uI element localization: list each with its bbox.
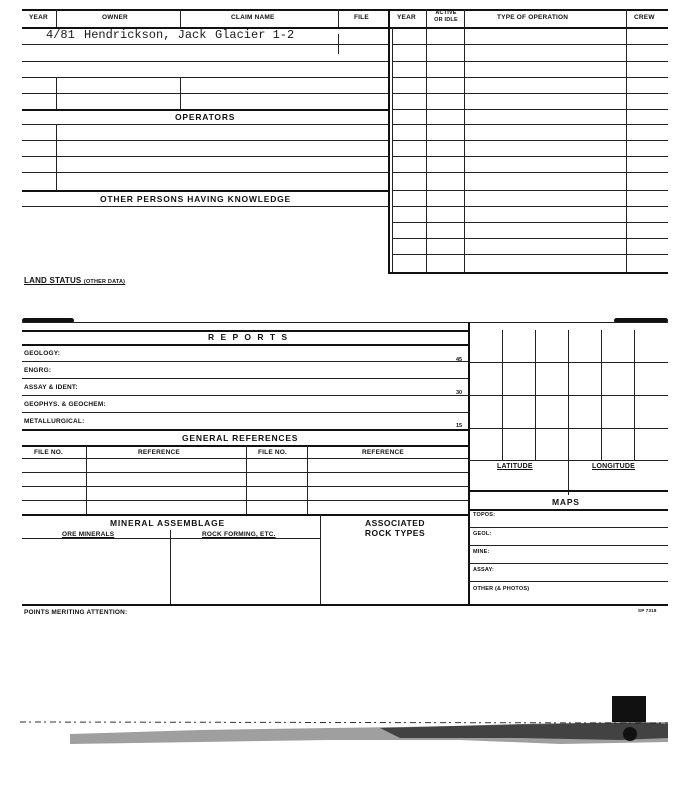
references-bottom — [22, 514, 468, 516]
reports-top-line — [22, 322, 668, 323]
mineral-header-line — [22, 538, 320, 539]
other-persons-title: OTHER PERSONS HAVING KNOWLEDGE — [100, 194, 292, 204]
header-divider — [626, 9, 627, 27]
associated-rock-types-1: ASSOCIATED — [364, 518, 426, 528]
owner-column-line — [56, 77, 57, 109]
owner-row-line — [22, 77, 388, 78]
report-line — [22, 361, 468, 362]
maps-top — [468, 490, 668, 492]
ref-file-no-2: FILE NO. — [258, 449, 288, 456]
reports-header-bottom — [22, 344, 468, 346]
map-geol: GEOL: — [473, 531, 492, 537]
rock-forming-label: ROCK FORMING, ETC. — [202, 531, 276, 538]
owner-column-line — [180, 77, 181, 109]
references-header-bottom — [22, 458, 468, 459]
operators-block-bottom — [22, 190, 388, 192]
header-year: YEAR — [29, 14, 48, 21]
grid-row — [468, 428, 668, 429]
land-status-title: LAND STATUS — [24, 276, 82, 285]
header-active-idle-2: OR IDLE — [434, 17, 458, 23]
references-header-top — [22, 445, 468, 447]
scan-noise — [0, 690, 678, 770]
report-engrg: ENGRG: — [24, 367, 52, 374]
form-number: SP 7318 — [638, 608, 657, 613]
grid-col — [568, 330, 569, 495]
center-double-line — [388, 9, 390, 273]
header-claim-name: CLAIM NAME — [231, 14, 275, 21]
owner-column-line — [338, 34, 339, 54]
entry-claim: Glacier 1-2 — [215, 28, 295, 42]
header-owner: OWNER — [102, 14, 128, 21]
longitude-label: LONGITUDE — [592, 463, 636, 470]
land-status-label — [24, 276, 125, 285]
header-crew: CREW — [634, 14, 655, 21]
header-divider — [338, 9, 339, 27]
header-active-idle-1: ACTIVE — [435, 10, 457, 16]
maps-header-bottom — [468, 509, 668, 511]
owner-block-bottom — [22, 109, 388, 111]
header-divider — [180, 9, 181, 27]
ops-column-line — [464, 27, 465, 273]
other-persons-header-line — [22, 206, 388, 207]
maps-row-line — [468, 545, 668, 546]
header-divider — [426, 9, 427, 27]
references-column-line — [86, 445, 87, 514]
header-file: FILE — [354, 14, 369, 21]
ref-reference-1: REFERENCE — [138, 449, 180, 456]
form-bottom — [22, 604, 668, 606]
map-mine: MINE: — [473, 549, 490, 555]
entry-date: 4/81 — [46, 28, 75, 42]
references-column-line — [246, 445, 247, 514]
land-status-sub: (OTHER DATA) — [83, 279, 126, 285]
scan-blot — [623, 727, 637, 741]
references-row-line — [22, 472, 468, 473]
report-geology: GEOLOGY: — [24, 350, 61, 357]
ops-column-line — [426, 27, 427, 273]
grid-row — [468, 362, 668, 363]
owner-row-line — [22, 61, 388, 62]
maps-row-line — [468, 527, 668, 528]
map-topos: TOPOS: — [473, 512, 496, 518]
grid-number-15: 15 — [456, 423, 463, 429]
latitude-label: LATITUDE — [497, 463, 533, 470]
report-geophys: GEOPHYS. & GEOCHEM: — [24, 401, 106, 408]
ref-reference-2: REFERENCE — [362, 449, 404, 456]
operators-row-line — [22, 172, 388, 173]
report-line — [22, 395, 468, 396]
mineral-column-line — [170, 530, 171, 604]
grid-outer-left — [468, 322, 470, 604]
points-meriting-attention: POINTS MERITING ATTENTION: — [24, 609, 128, 616]
mineral-assemblage-title: MINERAL ASSEMBLAGE — [110, 518, 225, 528]
grid-number-45: 45 — [456, 357, 463, 363]
general-references-title: GENERAL REFERENCES — [182, 433, 299, 443]
scan-dark-block — [612, 696, 646, 722]
report-line — [22, 412, 468, 413]
top-border — [22, 9, 668, 11]
reports-bottom — [22, 429, 468, 431]
grid-number-30: 30 — [456, 390, 463, 396]
ops-column-line — [626, 27, 627, 273]
report-assay: ASSAY & IDENT: — [24, 384, 78, 391]
header-divider — [464, 9, 465, 27]
map-other: OTHER (& PHOTOS) — [473, 586, 530, 592]
header-divider — [56, 9, 57, 27]
maps-row-line — [468, 563, 668, 564]
operators-header-line — [22, 124, 388, 125]
owner-row-line — [22, 93, 388, 94]
operators-row-line — [22, 140, 388, 141]
maps-title: MAPS — [552, 497, 580, 507]
references-row-line — [22, 500, 468, 501]
references-row-line — [22, 486, 468, 487]
map-assay: ASSAY: — [473, 567, 495, 573]
scan-line — [20, 722, 668, 723]
reports-title: R E P O R T S — [208, 332, 290, 342]
mineral-column-line — [320, 514, 321, 604]
header-year-2: YEAR — [397, 14, 416, 21]
ref-file-no-1: FILE NO. — [34, 449, 64, 456]
report-line — [22, 378, 468, 379]
associated-rock-types-2: ROCK TYPES — [364, 528, 426, 538]
references-column-line — [307, 445, 308, 514]
owner-row-line — [22, 44, 388, 45]
entry-owner: Hendrickson, Jack — [84, 28, 207, 42]
grid-row — [468, 395, 668, 396]
ore-minerals-label: ORE MINERALS — [62, 531, 115, 538]
report-metallurgical: METALLURGICAL: — [24, 418, 85, 425]
operators-title: OPERATORS — [175, 112, 236, 122]
grid-row — [468, 460, 668, 461]
operators-column-line — [56, 124, 57, 190]
operators-row-line — [22, 156, 388, 157]
center-double-line-inner — [392, 27, 393, 273]
header-type-of-operation: TYPE OF OPERATION — [497, 14, 569, 21]
ops-block-bottom — [388, 272, 668, 274]
maps-row-line — [468, 581, 668, 582]
